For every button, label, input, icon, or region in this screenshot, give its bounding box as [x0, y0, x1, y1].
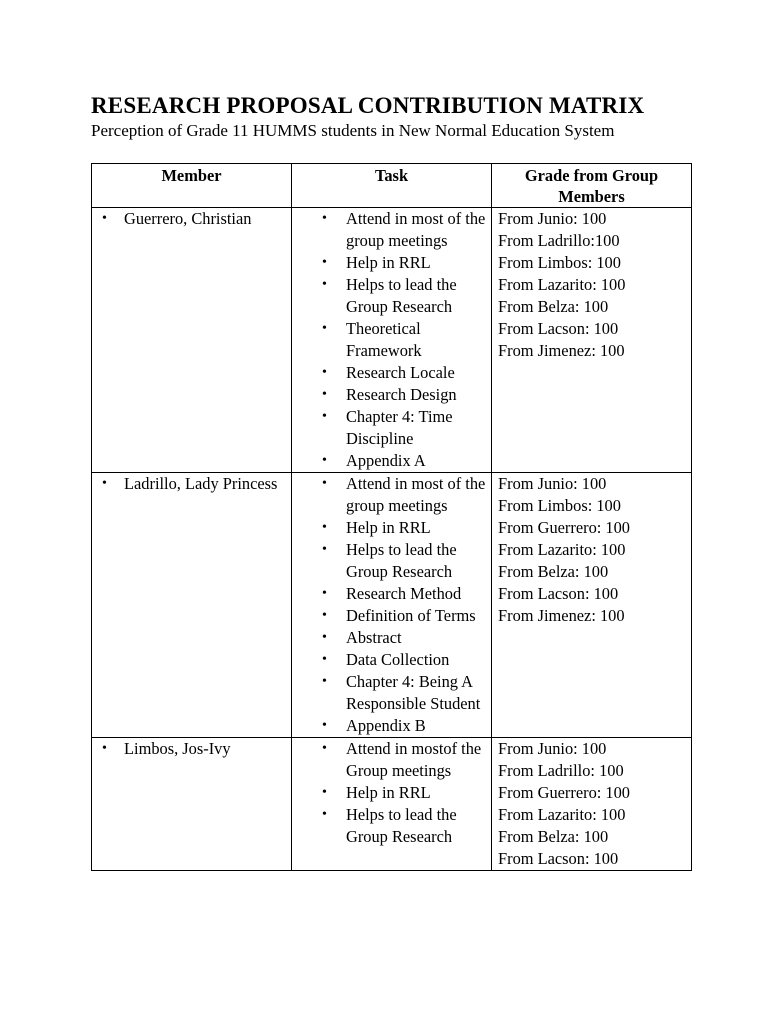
grade-entry: From Limbos: 100	[498, 496, 621, 515]
task-text: Attend in most of the group meetings	[346, 474, 486, 515]
task-text: Chapter 4: Being A Responsible Student	[346, 672, 481, 713]
bullet-icon: •	[322, 586, 327, 601]
table-row	[92, 738, 692, 871]
task-text: Data Collection	[346, 650, 450, 669]
list-item	[102, 473, 287, 495]
task-text: Chapter 4: Time Discipline	[346, 407, 453, 448]
grade-entry: From Belza: 100	[498, 827, 609, 846]
grade-entry: From Junio: 100	[498, 209, 607, 228]
task-text: Attend in most of the group meetings	[346, 209, 486, 250]
grade-entry: From Limbos: 100	[498, 253, 621, 272]
bullet-icon: •	[322, 255, 327, 270]
task-list	[296, 208, 487, 472]
list-item	[322, 406, 487, 450]
bullet-icon: •	[102, 476, 107, 491]
list-item	[322, 252, 487, 274]
grade-entry: From Jimenez: 100	[498, 341, 625, 360]
grade-entry: From Ladrillo: 100	[498, 761, 624, 780]
list-item	[322, 627, 487, 649]
member-list	[96, 208, 287, 230]
list-item	[322, 473, 487, 517]
list-item	[322, 274, 487, 318]
member-name: Limbos, Jos-Ivy	[124, 739, 231, 758]
grade-entry: From Junio: 100	[498, 739, 607, 758]
member-name: Guerrero, Christian	[124, 209, 252, 228]
bullet-icon: •	[322, 387, 327, 402]
list-item	[322, 583, 487, 605]
grade-entry: From Guerrero: 100	[498, 783, 631, 802]
task-text: Attend in mostof the Group meetings	[346, 739, 482, 780]
bullet-icon: •	[102, 741, 107, 756]
list-item	[322, 539, 487, 583]
grade-entry: From Ladrillo:100	[498, 231, 620, 250]
bullet-icon: •	[322, 785, 327, 800]
contribution-matrix-table	[91, 163, 692, 871]
bullet-icon: •	[322, 652, 327, 667]
grade-entry: From Lazarito: 100	[498, 805, 626, 824]
member-list	[96, 473, 287, 495]
bullet-icon: •	[322, 674, 327, 689]
header-task: Task	[292, 164, 492, 208]
task-list	[296, 473, 487, 737]
grade-entry: From Lacson: 100	[498, 319, 619, 338]
list-item	[322, 671, 487, 715]
bullet-icon: •	[322, 365, 327, 380]
grade-entry: From Lacson: 100	[498, 849, 619, 868]
task-text: Helps to lead the Group Research	[346, 805, 457, 846]
bullet-icon: •	[322, 608, 327, 623]
table-row	[92, 473, 692, 738]
bullet-icon: •	[322, 277, 327, 292]
bullet-icon: •	[322, 211, 327, 226]
list-item	[322, 605, 487, 627]
list-item	[322, 208, 487, 252]
list-item	[102, 738, 287, 760]
task-text: Helps to lead the Group Research	[346, 275, 457, 316]
bullet-icon: •	[322, 453, 327, 468]
member-cell	[92, 473, 292, 738]
task-cell	[292, 208, 492, 473]
list-item	[102, 208, 287, 230]
page-subtitle: Perception of Grade 11 HUMMS students in New Normal Education System	[91, 121, 615, 140]
grade-cell	[492, 473, 692, 738]
grade-entry: From Lazarito: 100	[498, 275, 626, 294]
table-header-row	[92, 164, 692, 208]
bullet-icon: •	[322, 520, 327, 535]
grade-cell	[492, 208, 692, 473]
bullet-icon: •	[322, 630, 327, 645]
list-item	[322, 384, 487, 406]
task-text: Helps to lead the Group Research	[346, 540, 457, 581]
member-list	[96, 738, 287, 760]
bullet-icon: •	[102, 211, 107, 226]
bullet-icon: •	[322, 718, 327, 733]
bullet-icon: •	[322, 409, 327, 424]
grade-entry: From Junio: 100	[498, 474, 607, 493]
bullet-icon: •	[322, 542, 327, 557]
task-text: Research Locale	[346, 363, 455, 382]
task-text: Research Design	[346, 385, 457, 404]
member-cell	[92, 738, 292, 871]
grade-cell	[492, 738, 692, 871]
bullet-icon: •	[322, 807, 327, 822]
table-row	[92, 208, 692, 473]
grade-entry: From Lacson: 100	[498, 584, 619, 603]
list-item	[322, 450, 487, 472]
task-text: Theoretical Framework	[346, 319, 422, 360]
task-text: Appendix B	[346, 716, 426, 735]
member-cell	[92, 208, 292, 473]
grade-entry: From Lazarito: 100	[498, 540, 626, 559]
list-item	[322, 804, 487, 848]
header-member: Member	[92, 164, 292, 208]
task-list	[296, 738, 487, 848]
bullet-icon: •	[322, 476, 327, 491]
list-item	[322, 738, 487, 782]
bullet-icon: •	[322, 321, 327, 336]
page-title: RESEARCH PROPOSAL CONTRIBUTION MATRIX	[91, 93, 645, 118]
list-item	[322, 649, 487, 671]
task-text: Abstract	[346, 628, 402, 647]
task-text: Definition of Terms	[346, 606, 476, 625]
list-item	[322, 318, 487, 362]
task-cell	[292, 473, 492, 738]
task-cell	[292, 738, 492, 871]
list-item	[322, 715, 487, 737]
table-body	[92, 208, 692, 871]
grade-entry: From Belza: 100	[498, 297, 609, 316]
task-text: Appendix A	[346, 451, 426, 470]
bullet-icon: •	[322, 741, 327, 756]
task-text: Help in RRL	[346, 783, 431, 802]
member-name: Ladrillo, Lady Princess	[124, 474, 278, 493]
list-item	[322, 782, 487, 804]
task-text: Research Method	[346, 584, 462, 603]
grade-entry: From Belza: 100	[498, 562, 609, 581]
grade-entry: From Jimenez: 100	[498, 606, 625, 625]
list-item	[322, 362, 487, 384]
list-item	[322, 517, 487, 539]
task-text: Help in RRL	[346, 253, 431, 272]
header-grade: Grade from Group Members	[492, 164, 692, 208]
task-text: Help in RRL	[346, 518, 431, 537]
grade-entry: From Guerrero: 100	[498, 518, 631, 537]
